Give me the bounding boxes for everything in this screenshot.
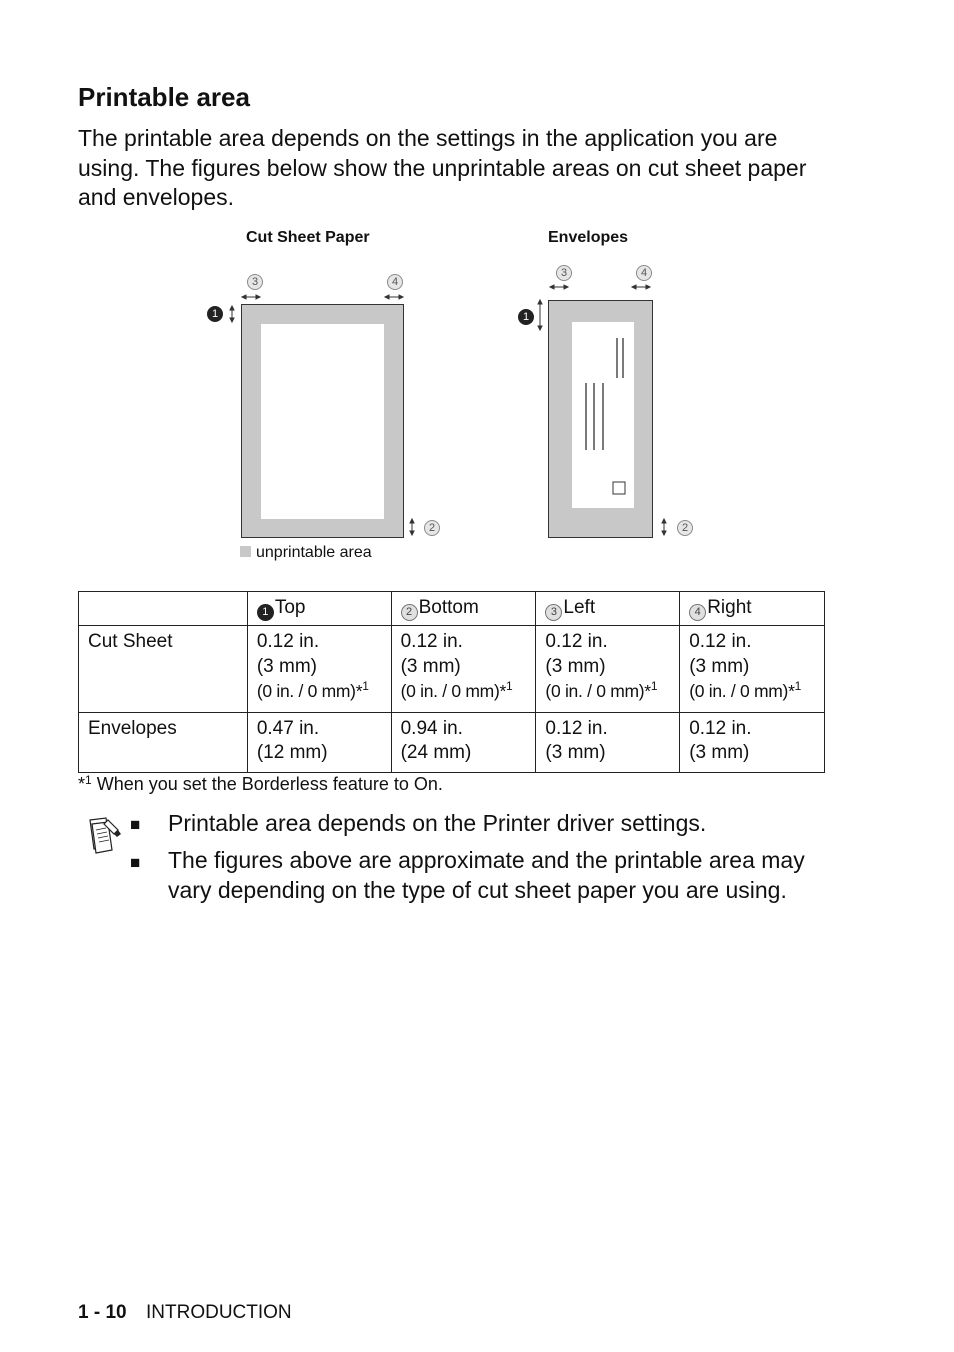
marker-2: 2: [401, 604, 418, 621]
intro-paragraph: The printable area depends on the settings in the application you are using. The figures below show the unprintable areas on cut sheet paper and envelopes.: [78, 125, 807, 210]
note-item: The figures above are approximate and the printable area may vary depending on the type of cut sheet paper you are using.: [168, 847, 805, 903]
legend-swatch: [240, 546, 251, 557]
page-number: 1 - 10: [78, 1302, 127, 1323]
bullet-1: ■: [130, 815, 141, 834]
margins-table: [78, 591, 825, 773]
marker-right-env: 4: [636, 265, 652, 281]
marker-top-cut: 1: [207, 306, 223, 322]
envelope-address-lines: [572, 322, 634, 508]
footnote: *$^1$ When you set the Borderless feature to On.: [78, 773, 443, 794]
table-row: [79, 712, 825, 772]
marker-3: 3: [545, 604, 562, 621]
table-header-top: 1 Top: [247, 592, 391, 626]
section-title: Printable area: [78, 82, 250, 112]
note-item: Printable area depends on the Printer driver settings.: [168, 810, 707, 836]
marker-top-env: 1: [518, 309, 534, 325]
marker-4: 4: [689, 604, 706, 621]
table-cell: 0.12 in. (3 mm): [680, 712, 825, 772]
cut-sheet-figure-label: Cut Sheet Paper: [246, 229, 370, 246]
table-cell: 0.12 in. (3 mm) (0 in. / 0 mm)*$^1$: [247, 626, 391, 713]
marker-bottom-cut: 2: [424, 520, 440, 536]
table-header-empty: [79, 592, 248, 626]
table-header-right: 4 Right: [680, 592, 825, 626]
legend-text: unprintable area: [256, 544, 372, 561]
row-label: Envelopes: [79, 712, 248, 772]
cut-sheet-paper: [241, 304, 404, 538]
table-cell: 0.12 in. (3 mm) (0 in. / 0 mm)*$^1$: [391, 626, 536, 713]
marker-1: 1: [257, 604, 274, 621]
envelope-paper: [548, 300, 653, 538]
table-cell: 0.47 in. (12 mm): [247, 712, 391, 772]
marker-bottom-env: 2: [677, 520, 693, 536]
footer-section-name: INTRODUCTION: [146, 1302, 292, 1323]
cut-sheet-printable-area: [261, 324, 384, 519]
marker-left-env: 3: [556, 265, 572, 281]
bullet-2: ■: [130, 853, 141, 872]
table-row: [79, 626, 825, 713]
table-cell: 0.94 in. (24 mm): [391, 712, 536, 772]
table-cell: 0.12 in. (3 mm) (0 in. / 0 mm)*$^1$: [536, 626, 680, 713]
table-header-bottom: 2 Bottom: [391, 592, 536, 626]
envelope-printable-area: [572, 322, 634, 508]
marker-left-cut: 3: [247, 274, 263, 290]
stamp-box: [613, 482, 625, 494]
table-header-left: 3 Left: [536, 592, 680, 626]
table-cell: 0.12 in. (3 mm) (0 in. / 0 mm)*$^1$: [680, 626, 825, 713]
envelopes-figure-label: Envelopes: [548, 229, 629, 246]
row-label: Cut Sheet: [79, 626, 248, 713]
table-cell: 0.12 in. (3 mm): [536, 712, 680, 772]
legend: [240, 544, 372, 562]
table-header-row: [79, 592, 825, 626]
note-icon: [86, 816, 122, 856]
marker-right-cut: 4: [387, 274, 403, 290]
